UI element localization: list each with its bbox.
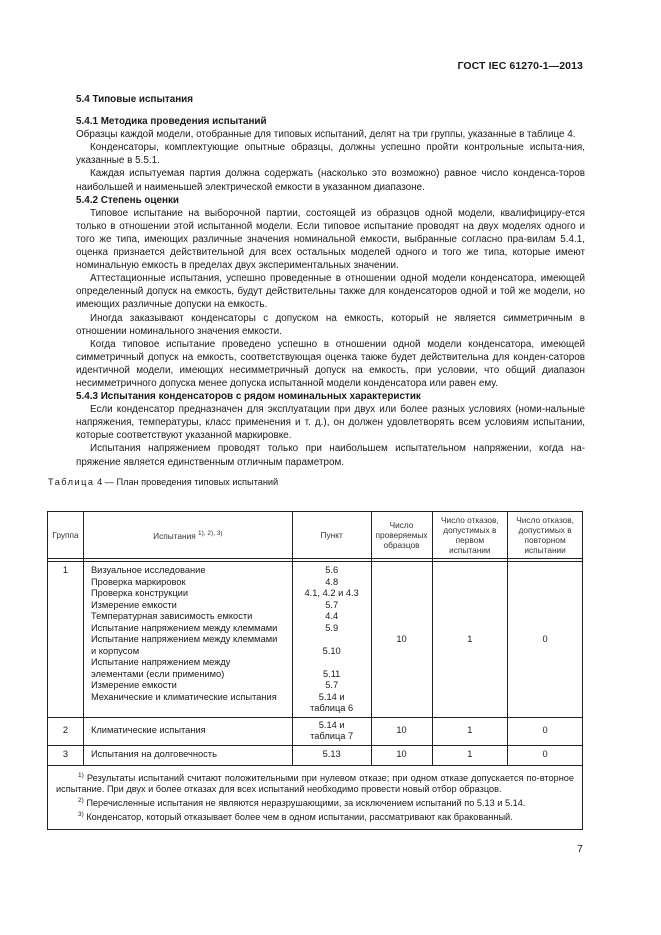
section-5-4-2-title: 5.4.2 Степень оценки [76,194,179,206]
samples-cell: 10 [371,562,432,718]
table-header-row [48,512,583,559]
test-item: Проверка конструкции [90,588,189,598]
clause-item: 4.1, 4.2 и 4.3 [304,588,359,598]
fail-repeat-cell: 0 [508,717,583,745]
clause-item: 5.14 и [318,719,345,730]
footnote-mark: 3) [78,811,84,819]
table-footnote [56,795,574,809]
table-row [48,745,583,765]
page-number: 7 [577,843,583,855]
section-5-4-1-title: 5.4.1 Методика проведения испытаний [76,116,267,128]
paragraph: Типовое испытание на выборочной партии, состоящей из образцов одной модели, квалифициру-ется только в отношении этой испытанной модели. Если типовое испытание проводят на двух моделях одного и того же типа, имеющих различные значения номинальной емкости, выбранные согласно пра-вилам 5.4.1, оценка признается действительной для всех остальных моделей одного и того же типа, которые имеют номинальную емкость в пределах двух экспериментальных значении. [76,207,585,272]
test-item: Испытание напряжением между клеммами [90,634,278,644]
clause-item: 5.14 и [318,691,345,702]
clause-item [295,657,369,669]
paragraph: Конденсаторы, комплектующие опытные образцы, должны успешно пройти контрольные испыта-ния, указанные в 5.5.1. [76,142,585,167]
tests-cell [83,562,292,718]
clause-cell [292,717,371,745]
fail-first-cell: 1 [432,717,508,745]
clause-item: 5.6 [325,565,339,575]
paragraph: Образцы каждой модели, отобранные для типовых испытаний, делят на три группы, указанные в таблице 4. [76,129,576,141]
test-item: Механические и климатические испытания [90,691,277,702]
table-row [48,562,583,718]
section-5-4-3-title: 5.4.3 Испытания конденсаторов с рядом номинальных характеристик [76,391,421,403]
test-item: и корпусом [90,645,140,656]
test-item: Измерение емкости [90,680,177,690]
samples-cell: 10 [371,745,432,765]
clause-cell [292,562,371,718]
group-cell: 1 [48,562,84,718]
clause-item [295,634,369,646]
main-content [48,93,585,498]
header-group: Группа [48,512,84,559]
fail-repeat-cell: 0 [508,562,583,718]
paragraph: Аттестационные испытания, успешно проведенные в отношении одной модели конденсатора, имеющей определенный допуск на емкость, будут действительны также для конденсаторов одной и той же модели, но имеющих различные допуски на емкость. [76,273,585,311]
paragraph: Иногда заказывают конденсаторы с допуском на емкость, который не является симметричным в отношении номинального значения емкости. [76,312,585,337]
table-notes-cell [48,765,583,829]
clause-item: таблица 6 [310,703,354,713]
header-fail-repeat: Число отказов, допустимых в повторном испытании [508,512,583,559]
footnote-mark: 2) [78,796,84,804]
test-item: Испытание напряжением между клеммами [90,622,278,633]
test-item: элементами (если применимо) [90,668,225,679]
header-fail-first: Число отказов, допустимых в первом испытании [432,512,508,559]
paragraph: Каждая испытуемая партия должна содержать (насколько это возможно) равное число конденса-торов наибольшей и наименьшей электрической емкости в указанном диапазоне. [76,168,585,193]
footnote-text: Перечисленные испытания не являются неразрушающими, за исключением испытаний по 5.13 и 5.14. [83,798,526,809]
fail-first-cell: 1 [432,562,508,718]
table-caption-text: 4 — План проведения типовых испытаний [94,476,279,487]
test-item: Температурная зависимость емкости [90,611,253,621]
clause-item: таблица 7 [310,731,354,741]
document-header: ГОСТ IEC 61270-1—2013 [457,60,583,72]
header-tests-footnote-marks: 1), 2), 3) [198,530,223,538]
samples-cell: 10 [371,717,432,745]
clause-cell [292,745,371,765]
paragraph: Когда типовое испытание проведено успешно в отношении одной модели конденсатора, имеющей симметричный допуск на емкость, соответствующая оценка также будет действительна для конден-саторов идентичной модели, имеющих несимметричный допуск на емкость, при условии, что общий диапазон несимметричного допуска менее допуска испытанной модели конденсатора или равен ему. [76,338,585,389]
tests-cell [83,745,292,765]
fail-first-cell: 1 [432,745,508,765]
clause-item: 5.9 [325,622,339,633]
footnote-text: Конденсатор, который отказывает более чем в одном испытании, рассматривают как бракованный. [83,812,513,823]
test-item: Климатические испытания [90,725,206,736]
table-footnote [56,809,574,823]
header-clause: Пункт [292,512,371,559]
header-samples: Число проверяемых образцов [371,512,432,559]
test-item: Испытание напряжением между [90,657,231,667]
group-cell: 2 [48,717,84,745]
table-notes-row [48,765,583,829]
paragraph: Испытания напряжением проводят только при наибольшем испытательном напряжении, когда на-пряжение является единственным отличным параметром. [76,443,585,468]
footnote-mark: 1) [78,771,84,779]
footnote-text: Результаты испытаний считают положительными при нулевом отказе; при одном отказе допускается по-вторное испытание. При двух и более отказах для всех испытаний необходимо провести новый отбор образцов. [56,772,574,794]
test-item: Визуальное исследование [90,565,206,575]
group-cell: 3 [48,745,84,765]
test-item: Испытания на долговечность [90,749,217,760]
section-5-4-title: 5.4 Типовые испытания [76,94,194,105]
paragraph: Если конденсатор предназначен для эксплуатации при двух или более разных условиях (номи-нальные напряжения, температуры, класс применения и т. д.), он должен удовлетворять всем условиям испытании, которые соответствуют указанной маркировке. [76,404,585,442]
clause-item: 5.13 [322,749,341,760]
test-item: Проверка маркировок [90,576,186,587]
table-caption [48,476,585,489]
clause-item: 5.7 [325,680,339,690]
test-item: Измерение емкости [90,599,177,610]
clause-item: 4.8 [325,576,339,587]
test-item [91,703,290,715]
table-caption-word: Таблица [48,476,95,487]
clause-item: 4.4 [325,611,339,621]
clause-item: 5.10 [322,645,341,656]
fail-repeat-cell: 0 [508,745,583,765]
table-footnote [56,770,574,795]
header-tests-label: Испытания [153,530,196,541]
header-tests [83,512,292,559]
clause-item: 5.7 [325,599,339,610]
clause-item: 5.11 [322,668,341,679]
test-plan-table [47,511,583,830]
table-row [48,717,583,745]
tests-cell [83,717,292,745]
